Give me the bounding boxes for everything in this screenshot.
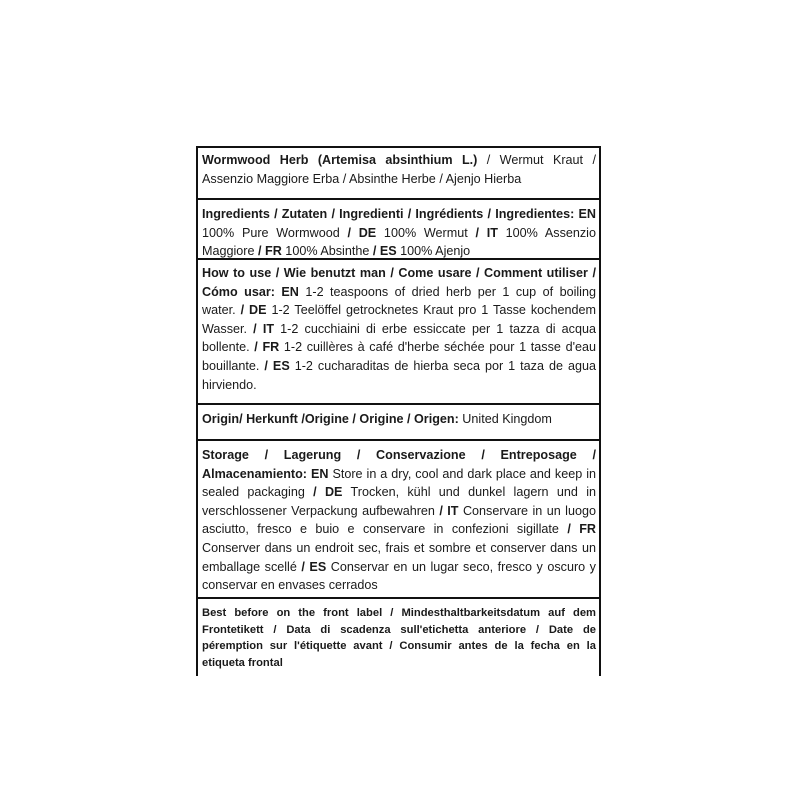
lang-code-de: / DE: [240, 303, 267, 318]
title-section: [198, 148, 599, 200]
lang-code-es: / ES: [301, 559, 327, 574]
ingredients-en: 100% Pure Wormwood: [202, 225, 348, 240]
lang-code-en: EN: [274, 284, 299, 299]
lang-code-de: / DE: [313, 485, 343, 500]
origin-section: [198, 405, 599, 441]
lang-code-es: / ES: [264, 358, 290, 373]
product-name: Wormwood Herb: [202, 153, 309, 167]
ingredients-section: [198, 200, 599, 260]
product-name-translations: / Wermut Kraut / Assenzio Maggiore Erba / Absinthe Herbe / Ajenjo Hierba: [202, 153, 596, 186]
lang-code-fr: / FR: [258, 244, 282, 259]
ingredients-fr: 100% Absinthe: [281, 244, 373, 259]
storage-fr: Conserver dans un endroit sec, frais et sombre et conserver dans un emballage scellé: [202, 540, 596, 574]
origin-heading: Origin/ Herkunft /Origine / Origine / Origen:: [202, 412, 459, 426]
latin-name: (Artemisa absinthium L.): [317, 153, 478, 167]
lang-code-en: EN: [578, 207, 596, 221]
best-before-section: [198, 599, 599, 671]
lang-code-it: / IT: [475, 225, 498, 240]
lang-code-fr: / FR: [567, 522, 596, 537]
how-to-use-fr: 1-2 cuillères à café d'herbe séchée pour 1 tasse d'eau bouillante.: [202, 340, 596, 373]
how-to-use-de: 1-2 Teelöffel getrocknetes Kraut pro 1 Tasse kochendem Wasser.: [202, 303, 596, 336]
lang-code-de: / DE: [347, 225, 377, 240]
lang-code-fr: / FR: [254, 340, 280, 355]
origin-value: United Kingdom: [458, 412, 552, 426]
how-to-use-it: 1-2 cucchiaini di erbe essiccate per 1 tazza di acqua bollente.: [202, 321, 596, 355]
storage-es: Conservar en un lugar seco, fresco y oscuro y conservar en envases cerrados: [202, 559, 596, 593]
ingredients-es: 100% Ajenjo: [396, 244, 471, 259]
storage-de: Trocken, kühl und dunkel lagern und in verschlossener Verpackung aufbewahren: [202, 485, 596, 518]
ingredients-de: 100% Wermut: [376, 225, 476, 240]
storage-heading: Storage / Lagerung / Conservazione / Entreposage / Almacenamiento:: [202, 448, 596, 481]
ingredients-heading: Ingredients / Zutaten / Ingredienti / Ingrédients / Ingredientes:: [202, 207, 575, 221]
how-to-use-section: [198, 260, 599, 405]
lang-code-it: / IT: [253, 321, 275, 336]
best-before-text: Best before on the front label / Mindesthaltbarkeitsdatum auf dem Frontetikett / Data di scadenza sull'etichetta anteriore / Date de péremption sur l'étiquette avant / Consumir antes de la fecha en la etiqueta frontal: [202, 607, 596, 669]
lang-code-es: / ES: [372, 244, 397, 259]
lang-code-en: EN: [306, 466, 329, 481]
product-label: [196, 146, 601, 676]
how-to-use-en: 1-2 teaspoons of dried herb per 1 cup of boiling water.: [202, 284, 596, 318]
ingredients-it: 100% Assenzio Maggiore: [202, 225, 596, 259]
lang-code-it: / IT: [439, 503, 459, 518]
how-to-use-es: 1-2 cucharaditas de hierba seca por 1 taza de agua hirviendo.: [202, 358, 596, 392]
how-to-use-heading: How to use / Wie benutzt man / Come usare / Comment utiliser / Cómo usar:: [202, 266, 596, 299]
storage-it: Conservare in un luogo asciutto, fresco e buio e conservare in confezioni sigillate: [202, 503, 596, 537]
storage-section: [198, 441, 599, 599]
storage-en: Store in a dry, cool and dark place and keep in sealed packaging: [202, 466, 596, 500]
